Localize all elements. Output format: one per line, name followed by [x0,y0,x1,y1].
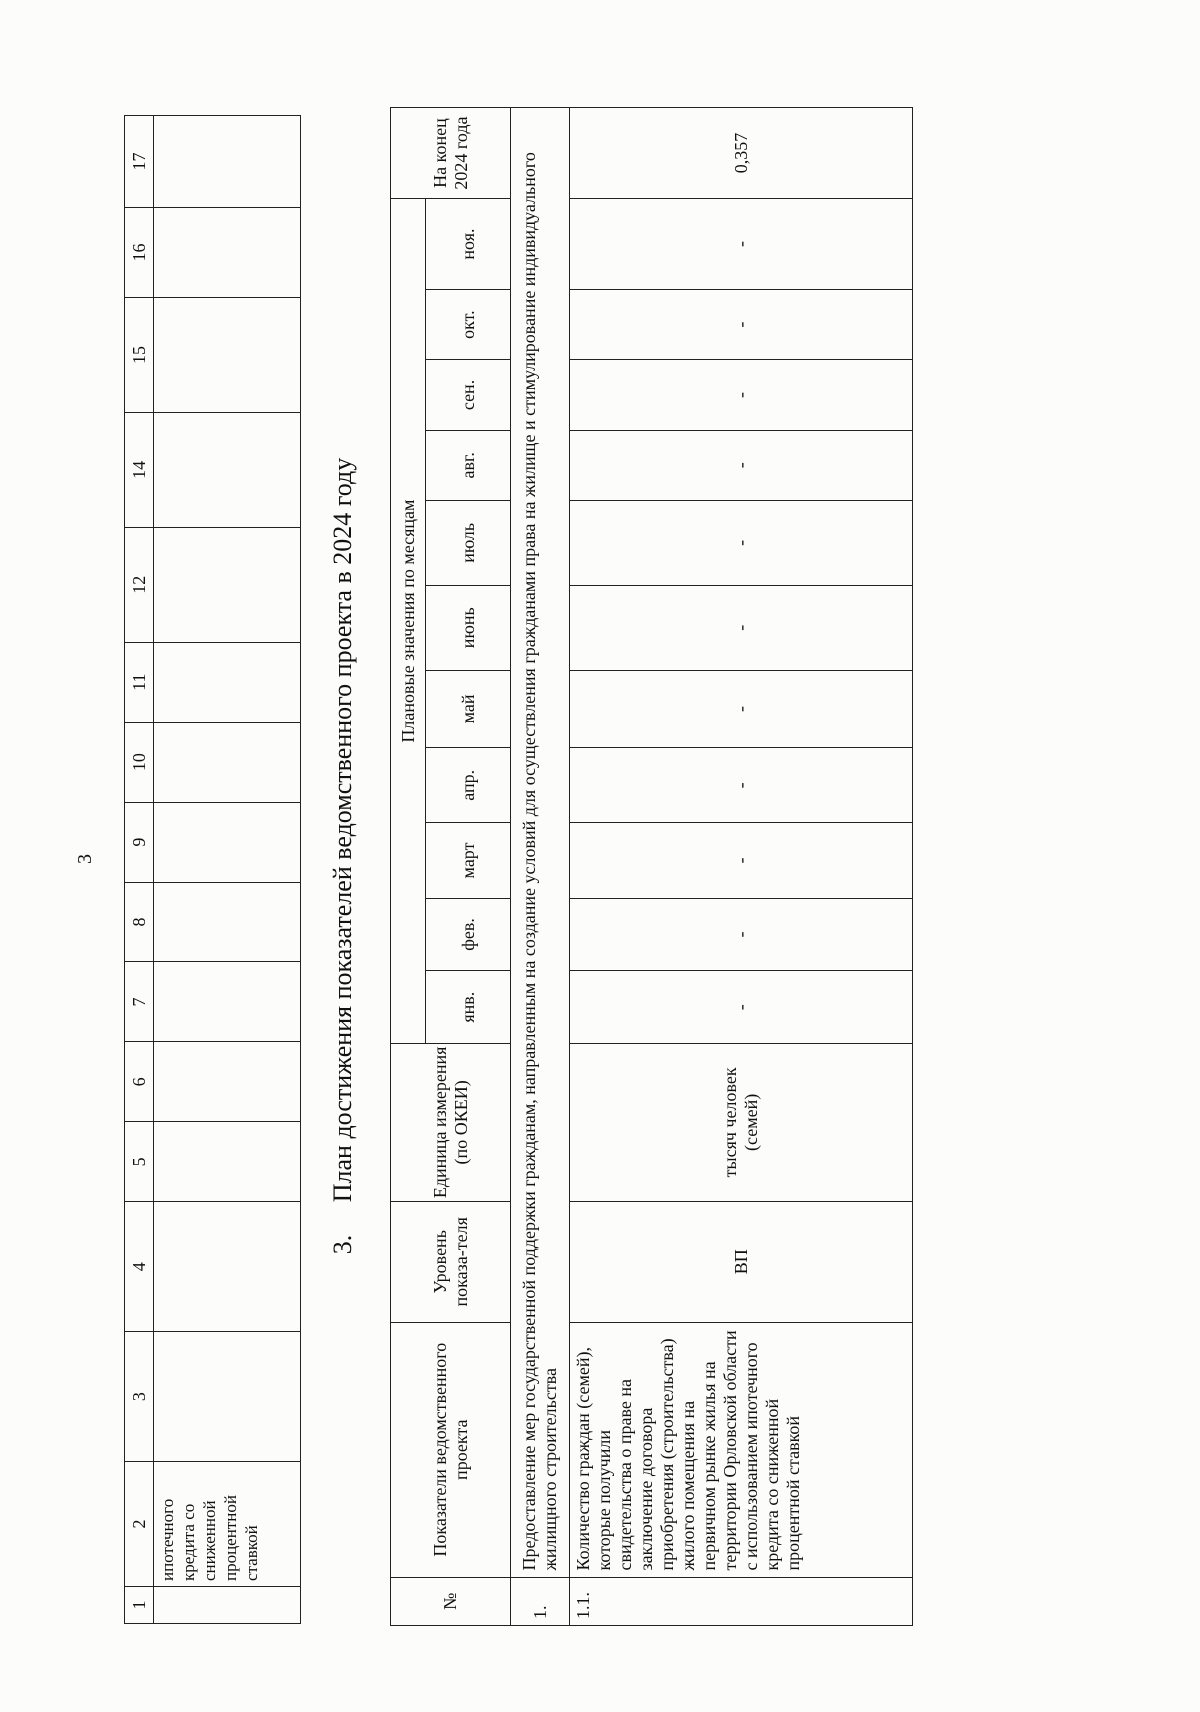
row-number: 1.1. [570,1577,913,1625]
continuation-table [124,115,301,1624]
section-row-text: Предоставление мер государственной поддержки гражданам, направленным на создание условий для осуществления гражданами права на жилище и стимулирование индивидуального жилищного строительства [511,108,570,1578]
month-header: авг. [426,430,511,500]
end-of-year-value: 0,357 [570,108,913,199]
col-header-level: Уровень показа-теля [391,1201,511,1322]
column-number: 7 [125,962,154,1042]
monthly-value: - [570,898,913,971]
section-number: 3. [328,1234,357,1255]
section-title [328,0,358,1712]
month-header: ноя. [426,199,511,290]
table-row [154,116,301,1624]
continued-indicator-text: ипотечного кредита со сниженной процентной ставкой [154,1462,301,1587]
month-header: янв. [426,971,511,1044]
column-number: 14 [125,412,154,527]
month-header: июль [426,500,511,585]
column-number: 8 [125,882,154,962]
column-number: 5 [125,1122,154,1202]
monthly-value: - [570,290,913,360]
page-number: 3 [74,854,96,864]
section-row-number: 1. [511,1577,570,1625]
section-title-text: План достижения показателей ведомственного проекта в 2024 году [328,457,357,1203]
column-number: 10 [125,722,154,802]
column-number: 16 [125,208,154,298]
header-row [391,108,426,1626]
column-number: 15 [125,298,154,413]
month-header: июнь [426,585,511,670]
indicator-name: Количество граждан (семей), которые получили свидетельства о праве на заключение договора приобретения (строительства) жилого помещения на первичном рынке жилья на территории Орловской области с использованием ипотечного кредита со сниженной процентной ставкой [570,1322,913,1577]
column-number: 9 [125,802,154,882]
column-number: 6 [125,1042,154,1122]
monthly-value: - [570,585,913,670]
indicator-level: ВП [570,1201,913,1322]
monthly-value: - [570,748,913,823]
monthly-value: - [570,823,913,898]
monthly-value: - [570,360,913,430]
col-header-end-of-year: На конец 2024 года [391,108,511,199]
monthly-value: - [570,500,913,585]
month-header: фев. [426,898,511,971]
column-number: 4 [125,1202,154,1332]
section-row [511,108,570,1626]
unit-of-measure: тысяч человек (семей) [570,1044,913,1202]
column-number-row [125,116,154,1624]
col-header-number: № [391,1577,511,1625]
column-number: 2 [125,1462,154,1587]
monthly-value: - [570,971,913,1044]
month-header: март [426,823,511,898]
column-number: 11 [125,642,154,722]
col-header-indicators: Показатели ведомственного проекта [391,1322,511,1577]
column-number: 17 [125,116,154,208]
month-header: сен. [426,360,511,430]
monthly-value: - [570,670,913,748]
month-header: окт. [426,290,511,360]
indicators-plan-table [390,107,913,1626]
table-row [570,108,913,1626]
column-number: 3 [125,1332,154,1462]
month-header: апр. [426,748,511,823]
monthly-value: - [570,430,913,500]
column-number: 12 [125,527,154,642]
column-number: 1 [125,1587,154,1624]
monthly-value: - [570,199,913,290]
month-header: май [426,670,511,748]
col-header-monthly: Плановые значения по месяцам [391,199,426,1044]
col-header-unit: Единица измерения (по ОКЕИ) [391,1044,511,1202]
